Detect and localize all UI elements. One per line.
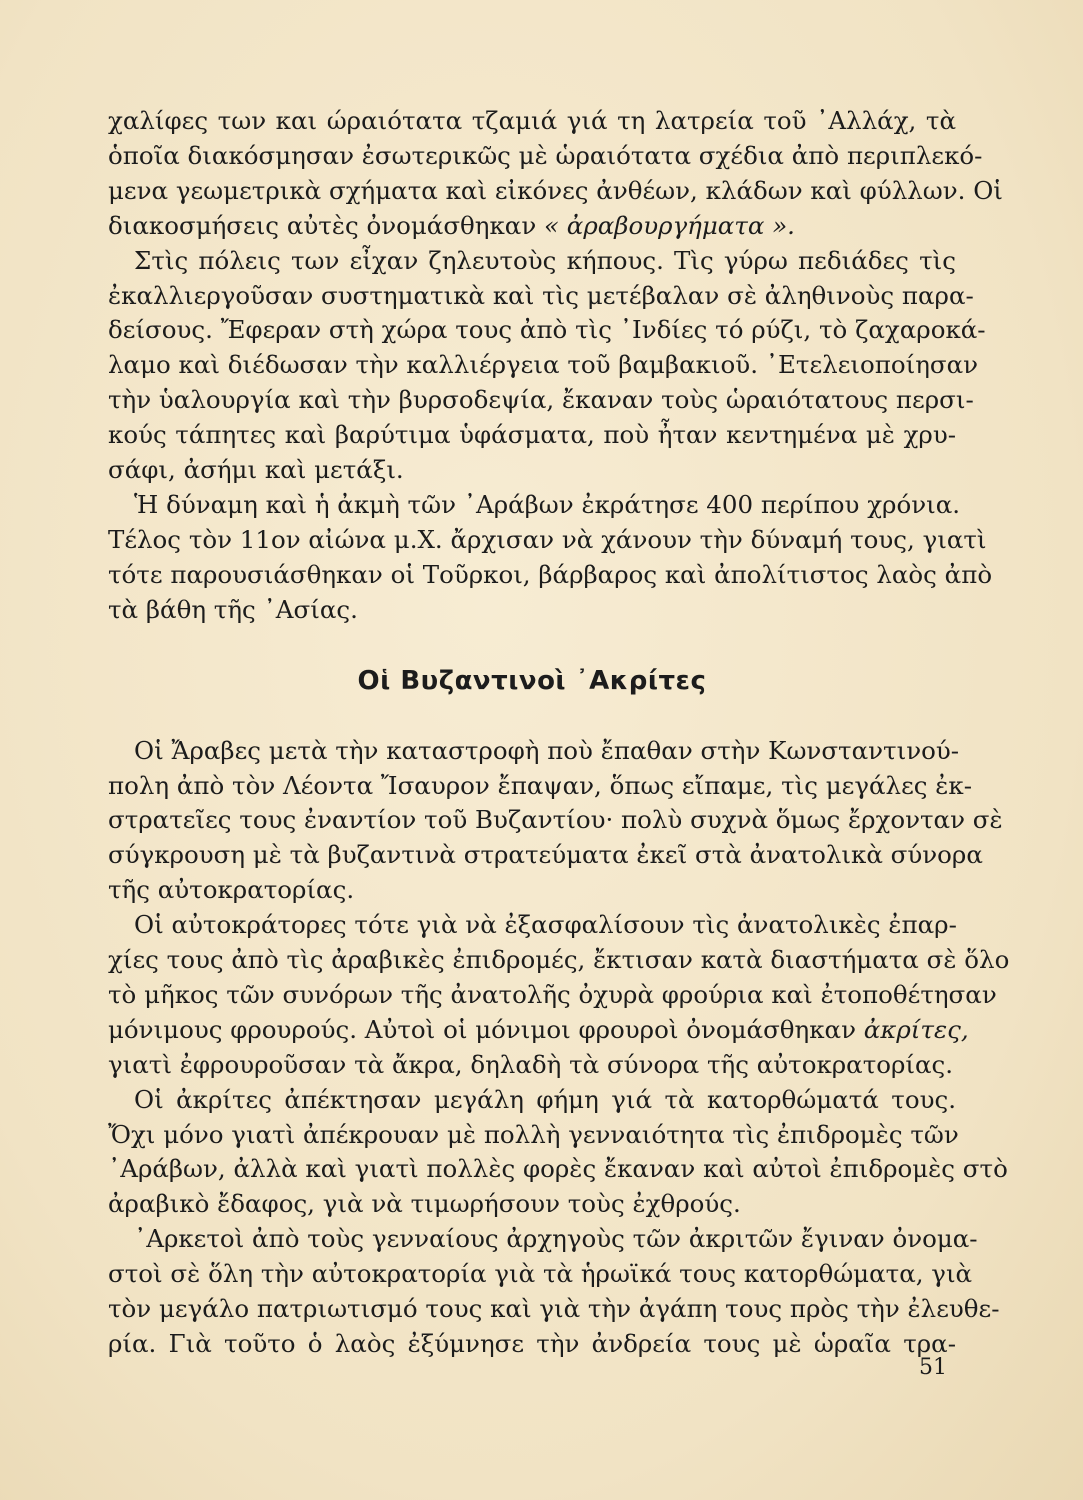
text-line: Οἱ αὐτοκράτορες τότε γιὰ νὰ ἐξασφαλίσουν τὶς ἀνατολικὲς ἐπαρ- — [134, 910, 957, 940]
text-line: τὰ βάθη τῆς ᾿Ασίας. — [108, 594, 358, 624]
paragraph — [108, 104, 1003, 244]
paragraph — [108, 734, 1003, 909]
page-number: 51 — [919, 1355, 947, 1380]
text-line: σύγκρουση μὲ τὰ βυζαντινὰ στρατεύματα ἐκεῖ στὰ ἀνατολικὰ σύνορα — [108, 840, 983, 870]
paragraph — [108, 1222, 1000, 1362]
text-line: λαμο καὶ διέδωσαν τὴν καλλιέργεια τοῦ βαμβακιοῦ. ᾿Ετελειοποίησαν — [108, 350, 979, 380]
text-line: χαλίφες των και ώραιότατα τζαμιά γιά τη λατρεία τοῦ ᾿Αλλάχ, τὰ — [108, 106, 956, 135]
text-line: ἀραβικὸ ἔδαφος, γιὰ νὰ τιμωρήσουν τοὺς ἐχθρούς. — [108, 1189, 741, 1219]
text-line: χίες τους ἀπὸ τὶς ἀραβικὲς ἐπιδρομές, ἔκτισαν κατὰ διαστήματα σὲ ὅλο — [108, 945, 1010, 975]
text-line: ἐκαλλιεργοῦσαν συστηματικὰ καὶ τὶς μετέβαλαν σὲ ἀληθινοὺς παρα- — [108, 280, 974, 310]
text-line: μενα γεωμετρικὰ σχήματα καὶ εἰκόνες ἀνθέων, κλάδων καὶ φύλλων. Οἱ — [108, 175, 1003, 205]
text-line: σάφι, ἀσήμι καὶ μετάξι. — [108, 455, 404, 485]
text-run: διακοσμήσεις αὐτὲς ὀνομάσθηκαν — [108, 210, 545, 240]
text-line: Τέλος τὸν 11ον αἰώνα μ.Χ. ἄρχισαν νὰ χάνουν τὴν δύναμή τους, γιατὶ — [108, 524, 987, 554]
paragraph — [108, 908, 1010, 1083]
text-line: κούς τάπητες καὶ βαρύτιμα ὑφάσματα, ποὺ ἦταν κεντημένα μὲ χρυ- — [108, 420, 956, 450]
text-line: ᾿Αράβων, ἀλλὰ καὶ γιατὶ πολλὲς φορὲς ἔκαναν καὶ αὐτοὶ ἐπιδρομὲς στὸ — [108, 1154, 1008, 1184]
italic-term: « ἀραβουργήματα ». — [544, 210, 795, 240]
text-line: πολη ἀπὸ τὸν Λέοντα Ἴσαυρον ἔπαψαν, ὅπως εἴπαμε, τὶς μεγάλες ἐκ- — [108, 770, 973, 800]
text-line: στοὶ σὲ ὅλη τὴν αὐτοκρατορία γιὰ τὰ ἡρωϊκά τους κατορθώματα, γιὰ — [108, 1259, 973, 1289]
text-line: ὁποῖα διακόσμησαν ἐσωτερικῶς μὲ ὡραιότατα σχέδια ἀπὸ περιπλεκό- — [108, 140, 983, 170]
page-content — [108, 104, 1010, 1362]
text-line — [108, 209, 956, 244]
text-line: Στὶς πόλεις των εἶχαν ζηλευτοὺς κήπους. Τὶς γύρω πεδιάδες τὶς — [134, 245, 956, 275]
text-line — [108, 1013, 969, 1048]
text-line: Οἱ ἀκρίτες ἀπέκτησαν μεγάλη φήμη γιά τὰ κατορθώματά τους. — [134, 1084, 956, 1114]
section-heading: Οἱ Βυζαντινοὶ ᾿Ακρίτες — [357, 665, 707, 696]
text-line: Οἱ Ἄραβες μετὰ τὴν καταστροφὴ ποὺ ἔπαθαν στὴν Κωνσταντινού- — [134, 735, 960, 765]
text-line: Ὄχι μόνο γιατὶ ἀπέκρουαν μὲ πολλὴ γενναιότητα τὶς ἐπιδρομὲς τῶν — [108, 1119, 959, 1149]
paragraph — [108, 244, 986, 488]
text-run: μόνιμους φρουρούς. Αὐτοὶ οἱ μόνιμοι φρουροὶ ὀνομάσθηκαν — [108, 1014, 864, 1044]
text-line: ᾿Αρκετοὶ ἀπὸ τοὺς γενναίους ἀρχηγοὺς τῶν ἀκριτῶν ἔγιναν ὀνομα- — [134, 1224, 978, 1254]
text-line: τότε παρουσιάσθηκαν οἱ Τοῦρκοι, βάρβαρος καὶ ἀπολίτιστος λαὸς ἀπὸ — [108, 559, 993, 589]
text-line: τὸ μῆκος τῶν συνόρων τῆς ἀνατολῆς ὀχυρὰ φρούρια καὶ ἐτοποθέτησαν — [108, 979, 997, 1009]
italic-term: ἀκρίτες, — [863, 1014, 969, 1044]
text-line: τῆς αὐτοκρατορίας. — [108, 875, 355, 905]
text-line: τὸν μεγάλο πατριωτισμό τους καὶ γιὰ τὴν ἀγάπη τους πρὸς τὴν ἐλευθε- — [108, 1294, 1000, 1324]
text-line: δείσους. Ἔφεραν στὴ χώρα τους ἀπὸ τὶς ᾿Ινδίες τό ρύζι, τὸ ζαχαροκά- — [108, 315, 986, 345]
text-line: ρία. Γιὰ τοῦτο ὁ λαὸς ἐξύμνησε τὴν ἀνδρεία τους μὲ ὡραῖα τρα- — [108, 1329, 956, 1358]
text-line: στρατεῖες τους ἐναντίον τοῦ Βυζαντίου· πολὺ συχνὰ ὅμως ἔρχονταν σὲ — [108, 805, 1003, 835]
paragraph — [108, 488, 993, 628]
paragraph — [108, 1083, 1008, 1223]
text-line: Ἡ δύναμη καὶ ἡ ἀκμὴ τῶν ᾿Αράβων ἐκράτησε 400 περίπου χρόνια. — [134, 489, 961, 519]
text-line: τὴν ὑαλουργία καὶ τὴν βυρσοδεψία, ἔκαναν τοὺς ὡραιότατους περσι- — [108, 385, 974, 415]
text-line: γιατὶ ἐφρουροῦσαν τὰ ἄκρα, δηλαδὴ τὰ σύνορα τῆς αὐτοκρατορίας. — [108, 1049, 954, 1079]
